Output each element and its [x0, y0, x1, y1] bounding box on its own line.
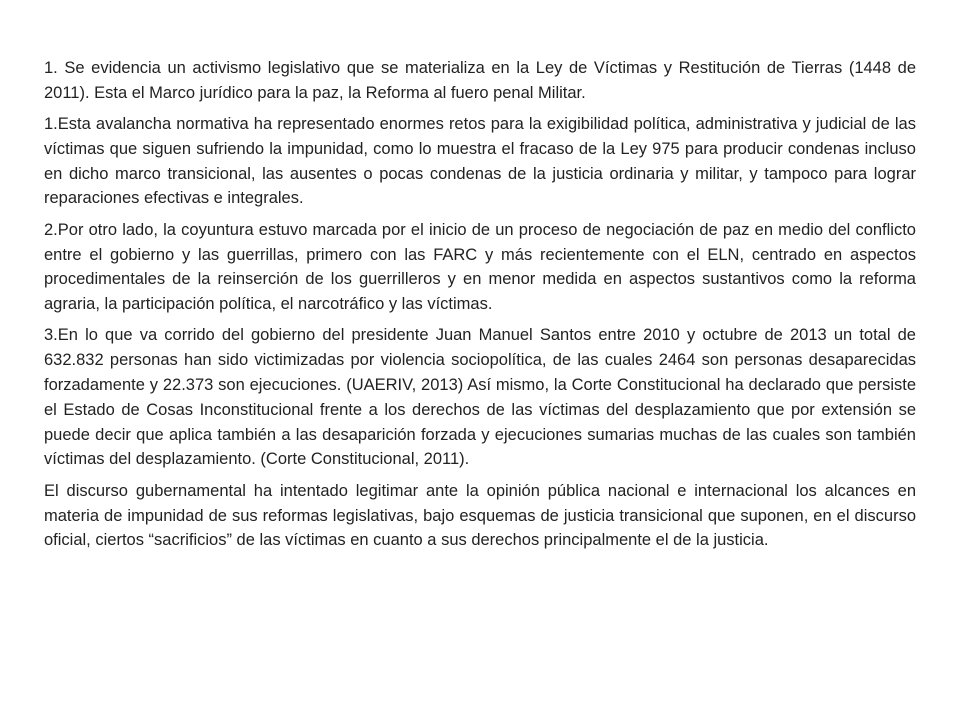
paragraph-coyuntura-negociacion: 2.Por otro lado, la coyuntura estuvo marcada por el inicio de un proceso de negociación de paz en medio del conflicto entre el gobierno y las guerrillas, primero con las FARC y más recientemente con el ELN, centrado en aspectos procedimentales de la reinserción de los guerrilleros y en menor medida en aspectos sustantivos como la reforma agraria, la participación política, el narcotráfico y las víctimas.	[44, 220, 916, 314]
paragraph-discurso-gubernamental: El discurso gubernamental ha intentado legitimar ante la opinión pública nacional e internacional los alcances en materia de impunidad de sus reformas legislativas, bajo esquemas de justicia transicional que suponen, en el discurso oficial, ciertos “sacrificios” de las víctimas en cuanto a sus derechos principalmente el de la justicia.	[44, 481, 916, 550]
slide-body	[44, 56, 916, 560]
paragraph-gobierno-santos: 3.En lo que va corrido del gobierno del presidente Juan Manuel Santos entre 2010 y octubre de 2013 un total de 632.832 personas han sido victimizadas por violencia sociopolítica, de las cuales 2464 son personas desaparecidas forzadamente y 22.373 son ejecuciones. (UAERIV, 2013) Así mismo, la Corte Constitucional ha declarado que persiste el Estado de Cosas Inconstitucional frente a los derechos de las víctimas del desplazamiento que por extensión se puede decir que aplica también a las desaparición forzada y ejecuciones sumarias muchas de las cuales son también víctimas del desplazamiento. (Corte Constitucional, 2011).	[44, 326, 916, 469]
paragraph-avalancha-normativa: 1.Esta avalancha normativa ha representado enormes retos para la exigibilidad política, administrativa y judicial de las víctimas que siguen sufriendo la impunidad, como lo muestra el fracaso de la Ley 975 para producir condenas incluso en dicho marco transicional, las ausentes o pocas condenas de la justicia ordinaria y militar, y tampoco para lograr reparaciones efectivas e integrales.	[44, 115, 916, 208]
paragraph-ley-victimas: 1. Se evidencia un activismo legislativo que se materializa en la Ley de Víctimas y Restitución de Tierras (1448 de 2011). Esta el Marco jurídico para la paz, la Reforma al fuero penal Militar.	[44, 59, 916, 102]
